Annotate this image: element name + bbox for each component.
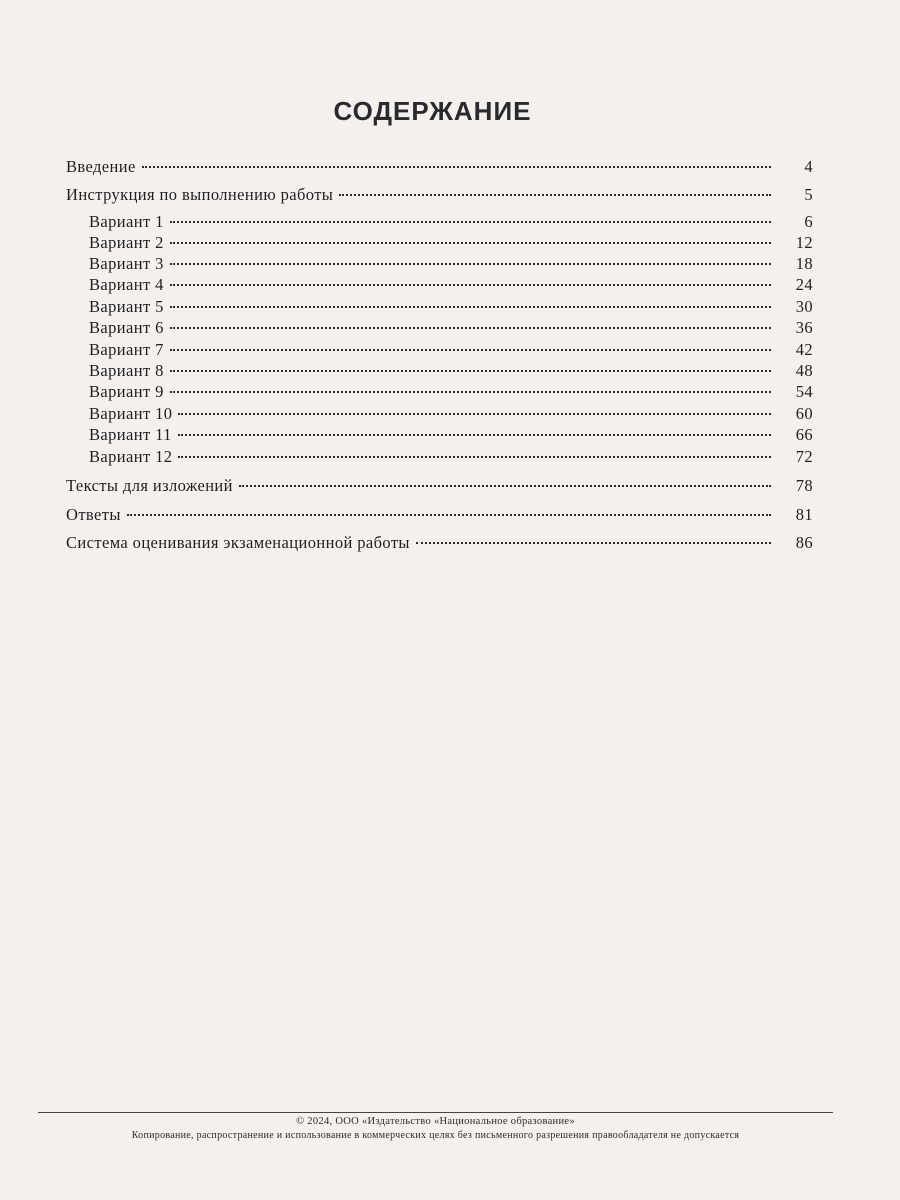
- toc-entry-page: 30: [795, 297, 813, 316]
- toc-entry-variant[interactable]: [89, 297, 813, 317]
- toc-entry-label: Вариант 5: [89, 297, 164, 316]
- toc-entry-page: 48: [795, 361, 813, 380]
- toc-entry-page: 81: [795, 505, 813, 524]
- dot-leader: [339, 194, 771, 196]
- toc-entry-page: 66: [795, 425, 813, 444]
- toc-entry-variant[interactable]: [89, 254, 813, 274]
- toc-entry-page: 86: [795, 533, 813, 552]
- dot-leader: [127, 514, 771, 516]
- toc-entry-label: Вариант 10: [89, 404, 173, 423]
- toc-entry-variant[interactable]: [89, 361, 813, 381]
- dot-leader: [178, 434, 771, 436]
- toc-entry-label: Система оценивания экзаменационной работы: [66, 533, 410, 552]
- toc-entry-label: Тексты для изложений: [66, 476, 233, 495]
- dot-leader: [170, 327, 771, 329]
- toc-entry-variant[interactable]: [89, 233, 813, 253]
- toc-entry-label: Вариант 12: [89, 447, 173, 466]
- dot-leader: [178, 456, 771, 458]
- toc-entry-instructions[interactable]: [66, 185, 813, 205]
- page-title: СОДЕРЖАНИЕ: [333, 96, 532, 126]
- toc-entry-label: Вариант 6: [89, 318, 164, 337]
- dot-leader: [170, 263, 771, 265]
- toc-entry-page: 42: [795, 340, 813, 359]
- toc-entry-page: 5: [804, 185, 813, 204]
- toc-entry-page: 72: [795, 447, 813, 466]
- dot-leader: [170, 391, 771, 393]
- toc-entry-label: Введение: [66, 157, 136, 176]
- toc-entry-label: Вариант 2: [89, 233, 164, 252]
- toc-entry-variant[interactable]: [89, 382, 813, 402]
- dot-leader: [142, 166, 771, 168]
- dot-leader: [170, 221, 771, 223]
- dot-leader: [170, 306, 771, 308]
- dot-leader: [170, 284, 771, 286]
- toc-entry-label: Инструкция по выполнению работы: [66, 185, 334, 204]
- toc-entry-page: 78: [795, 476, 813, 495]
- toc-entry-variant[interactable]: [89, 318, 813, 338]
- toc-entry-grading[interactable]: [66, 533, 813, 553]
- toc-entry-label: Вариант 3: [89, 254, 164, 273]
- toc-entry-page: 60: [795, 404, 813, 423]
- dot-leader: [170, 370, 771, 372]
- toc-entry-label: Ответы: [66, 505, 121, 524]
- footer-notice: Копирование, распространение и использование в коммерческих целях без письменного разрешения правообладателя не допускается: [131, 1130, 740, 1141]
- toc-entry-label: Вариант 11: [89, 425, 172, 444]
- toc-entry-variant[interactable]: [89, 404, 813, 424]
- toc-entry-label: Вариант 7: [89, 340, 164, 359]
- toc-entry-page: 4: [804, 157, 813, 176]
- toc-entry-variant[interactable]: [89, 212, 813, 232]
- toc-entry-answers[interactable]: [66, 505, 813, 525]
- toc-entry-page: 6: [804, 212, 813, 231]
- toc-entry-variant[interactable]: [89, 447, 813, 467]
- toc-entry-label: Вариант 8: [89, 361, 164, 380]
- toc-entry-introduction[interactable]: [66, 157, 813, 177]
- toc-entry-page: 12: [795, 233, 813, 252]
- footer-copyright: © 2024, ООО «Издательство «Национальное образование»: [296, 1116, 575, 1127]
- dot-leader: [170, 242, 771, 244]
- toc-entry-page: 18: [795, 254, 813, 273]
- dot-leader: [178, 413, 771, 415]
- dot-leader: [416, 542, 771, 544]
- dot-leader: [239, 485, 771, 487]
- toc-entry-page: 54: [795, 382, 813, 401]
- footer-divider: [38, 1112, 833, 1113]
- toc-entry-label: Вариант 4: [89, 275, 164, 294]
- toc-entry-label: Вариант 9: [89, 382, 164, 401]
- dot-leader: [170, 349, 771, 351]
- toc-entry-variant[interactable]: [89, 340, 813, 360]
- toc-entry-texts[interactable]: [66, 476, 813, 496]
- toc-entry-variant[interactable]: [89, 425, 813, 445]
- toc-entry-label: Вариант 1: [89, 212, 164, 231]
- toc-entry-page: 36: [795, 318, 813, 337]
- toc-entry-page: 24: [795, 275, 813, 294]
- toc-entry-variant[interactable]: [89, 275, 813, 295]
